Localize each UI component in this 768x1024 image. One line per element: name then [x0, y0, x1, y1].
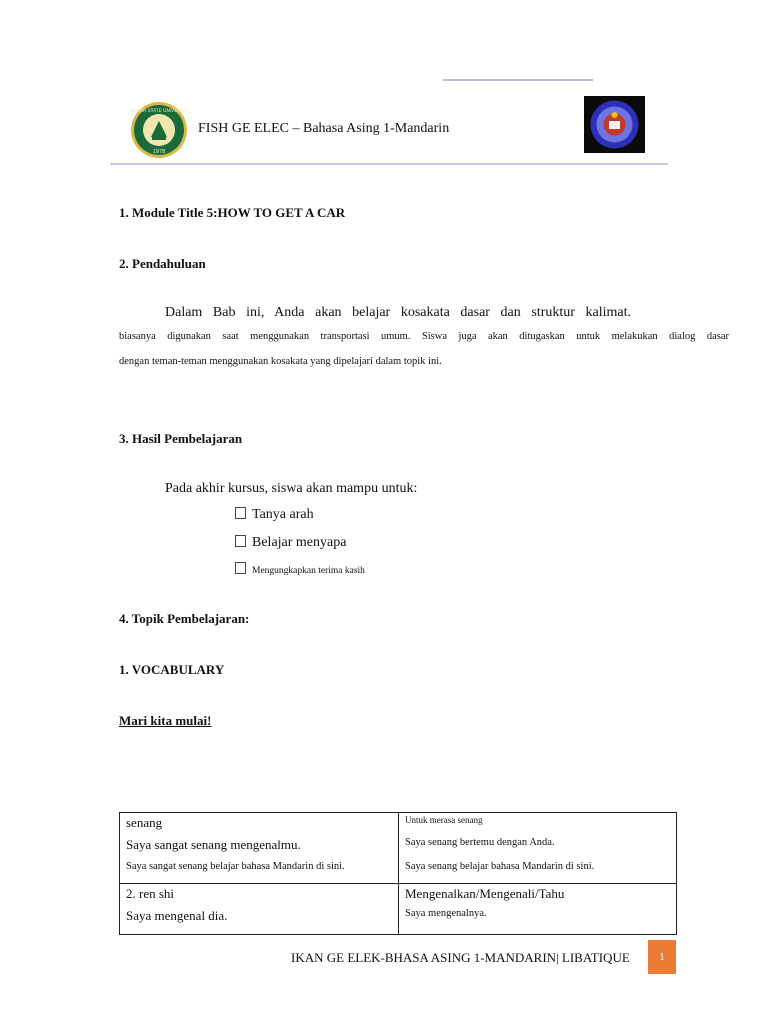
module-title: 1. Module Title 5:HOW TO GET A CAR [119, 205, 346, 220]
vocabulary-table [119, 812, 677, 935]
vocab-meaning: Mengenalkan/Mengenali/Tahu [405, 886, 565, 901]
footer-text: IKAN GE ELEK-BHASA ASING 1-MANDARIN| LIBATIQUE [291, 950, 630, 965]
outcome-item [235, 535, 346, 551]
table-row [120, 813, 677, 884]
outcome-item [235, 507, 314, 523]
seal-year: 1978 [152, 149, 166, 155]
vocab-word: 2. ren shi [126, 886, 175, 901]
checkbox-bullet-icon [235, 535, 246, 547]
vocab-example: Saya mengenal dia. [126, 908, 228, 923]
table-row [120, 884, 677, 935]
vocab-example: Saya sangat senang belajar bahasa Mandarin di sini. [126, 861, 345, 872]
table-cell-word [120, 813, 399, 884]
outcome-item [235, 562, 365, 576]
header-title: FISH GE ELEC – Bahasa Asing 1-Mandarin [198, 121, 450, 136]
outcome-lead: Pada akhir kursus, siswa akan mampu untuk: [165, 481, 418, 496]
university-seal-icon [130, 101, 188, 159]
section-heading-pendahuluan: 2. Pendahuluan [119, 256, 206, 271]
start-label: Mari kita mulai! [119, 713, 212, 728]
page-number: 1 [659, 951, 665, 963]
college-emblem-icon [584, 96, 645, 153]
section-heading-topik: 4. Topik Pembelajaran: [119, 611, 250, 626]
page-number-badge [648, 940, 676, 974]
outcome-text: Mengungkapkan terima kasih [252, 566, 365, 576]
checkbox-bullet-icon [235, 507, 246, 519]
vocab-meaning: Untuk merasa senang [405, 815, 483, 825]
outcome-text: Belajar menyapa [252, 535, 347, 550]
intro-line-2: biasanya digunakan saat menggunakan transportasi umum. Siswa juga akan ditugaskan untuk melakukan dialog dasar [119, 331, 729, 342]
vocab-example-translation: Saya senang bertemu dengan Anda. [405, 837, 555, 848]
header-rule [110, 163, 668, 165]
header-top-rule [443, 79, 593, 81]
intro-line-1: Dalam Bab ini, Anda akan belajar kosakata dasar dan struktur kalimat. [165, 305, 631, 320]
vocab-example-translation: Saya senang belajar bahasa Mandarin di sini. [405, 861, 595, 872]
vocab-word: senang [126, 815, 163, 830]
table-cell-word [120, 884, 399, 935]
vocab-example: Saya sangat senang mengenalmu. [126, 837, 301, 852]
table-cell-meaning [399, 813, 677, 884]
intro-line-3: dengan teman-teman menggunakan kosakata yang dipelajari dalam topik ini. [119, 356, 442, 367]
section-heading-hasil: 3. Hasil Pembelajaran [119, 431, 243, 446]
outcome-text: Tanya arah [252, 507, 314, 522]
vocab-example-translation: Saya mengenalnya. [405, 908, 487, 919]
seal-ring-text: CAREER STATE UNIVERSITY [130, 109, 188, 114]
table-cell-meaning [399, 884, 677, 935]
vocabulary-heading: 1. VOCABULARY [119, 662, 225, 677]
checkbox-bullet-icon [235, 562, 246, 574]
